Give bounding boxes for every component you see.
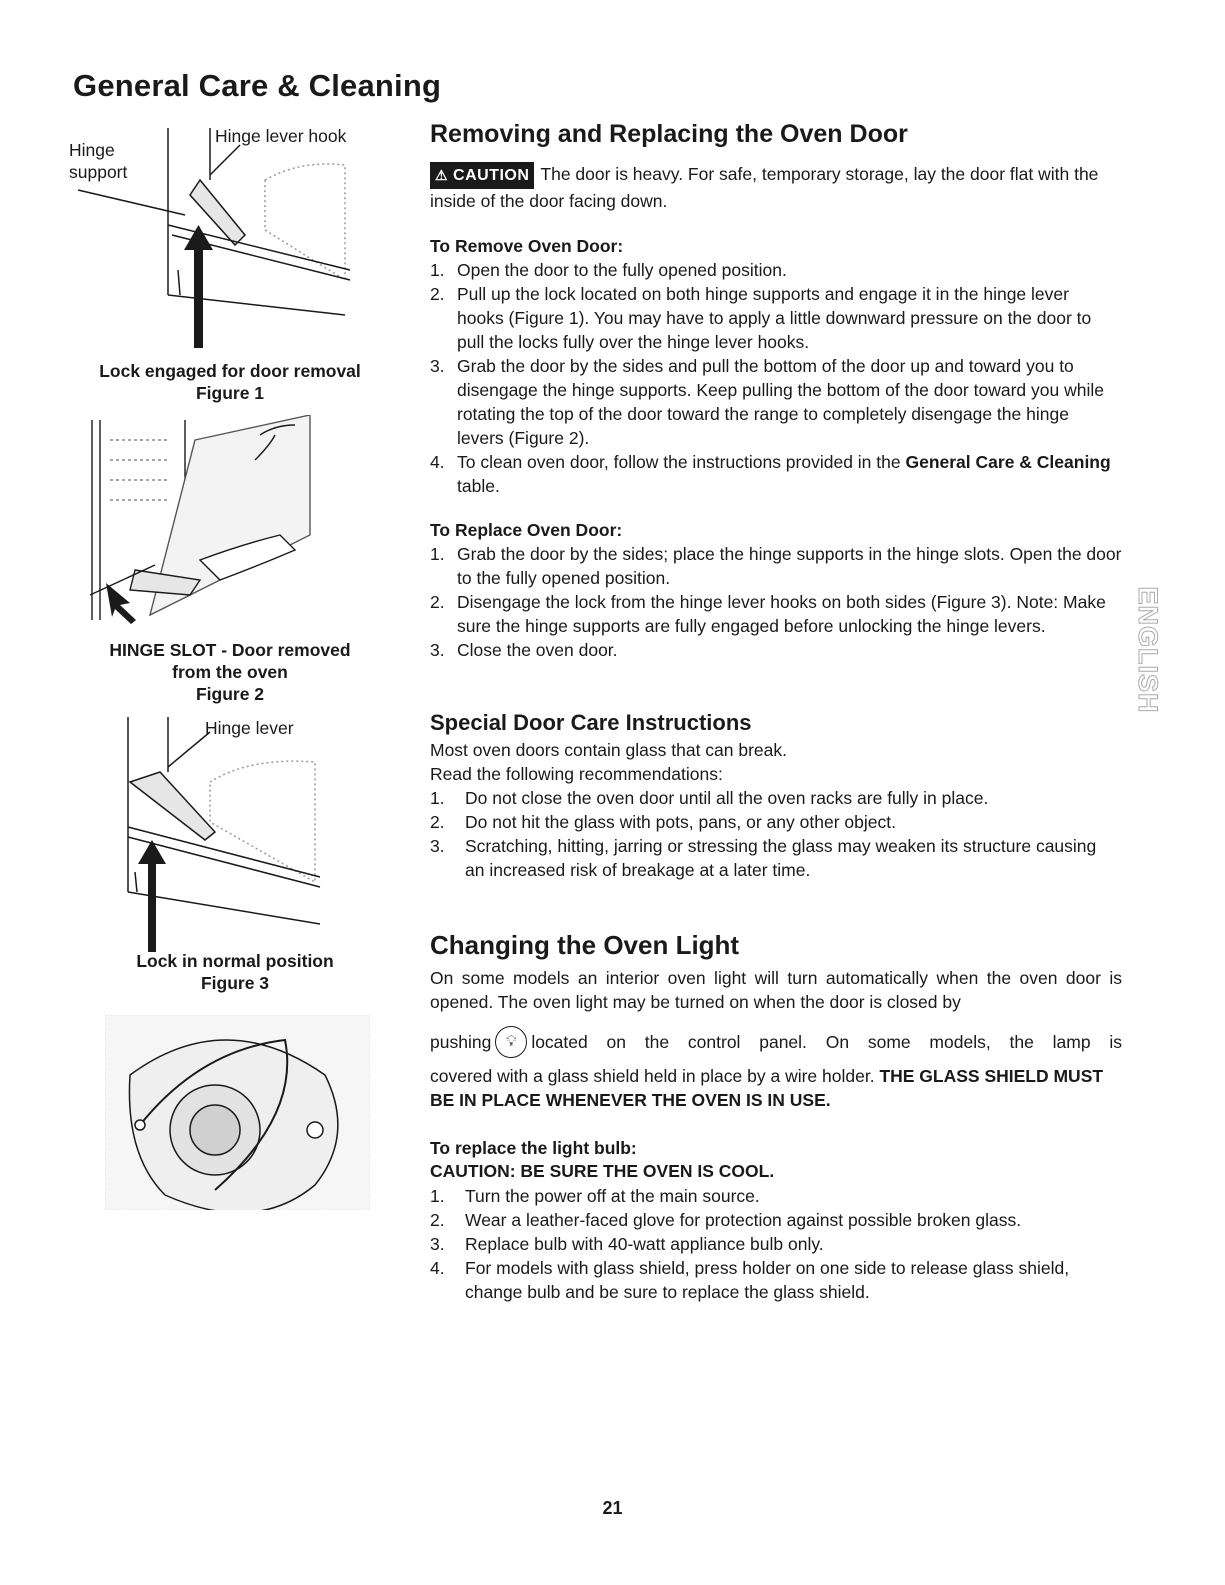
list-item: 2. Disengage the lock from the hinge lever hooks on both sides (Figure 3). Note: Make sure the hinge supports are fully engaged before unlocking the hinge levers. bbox=[430, 592, 1106, 636]
light-bulb-icon: 💡︎ bbox=[495, 1026, 527, 1058]
control-panel-text: located on the control panel. On some models, the lamp is bbox=[531, 1032, 1122, 1052]
list-item: 1. Open the door to the fully opened position. bbox=[430, 260, 787, 280]
list-item: 3. Close the oven door. bbox=[430, 640, 618, 660]
language-side-tab-label: ENGLISH bbox=[1133, 586, 1163, 714]
figure-1-number: Figure 1 bbox=[195, 383, 265, 403]
remove-step-4: To clean oven door, follow the instructions provided in the bbox=[457, 452, 901, 472]
special-intro-1: Most oven doors contain glass that can break. bbox=[430, 740, 788, 760]
list-item: 1. Turn the power off at the main source. bbox=[430, 1186, 760, 1206]
caution-text: The door is heavy. For safe, temporary storage, lay the door flat with the inside of the door facing down. bbox=[430, 164, 1099, 211]
door-removed-illustration bbox=[60, 415, 400, 635]
page-number: 21 bbox=[602, 1498, 623, 1518]
figure-1-caption bbox=[60, 360, 400, 404]
bulb-step-1: Turn the power off at the main source. bbox=[465, 1186, 760, 1206]
hinge-lock-engaged-illustration bbox=[60, 120, 400, 355]
oven-light-para3 bbox=[430, 1064, 1122, 1112]
list-item: 3. Scratching, hitting, jarring or stressing the glass may weaken its structure causing an increased risk of breakage at a later time. bbox=[430, 836, 1097, 880]
replace-bulb-heading: To replace the light bulb: bbox=[430, 1138, 637, 1158]
figure-3-caption bbox=[60, 950, 410, 994]
special-intro-2: Read the following recommendations: bbox=[430, 764, 723, 784]
glass-shield-warning: THE GLASS SHIELD MUST BE IN PLACE WHENEVER THE OVEN IS IN USE. bbox=[430, 1066, 1104, 1110]
list-item: 2. Do not hit the glass with pots, pans, or any other object. bbox=[430, 812, 896, 832]
oven-cool-caution: CAUTION: BE SURE THE OVEN IS COOL. bbox=[430, 1161, 775, 1181]
replace-door-heading: To Replace Oven Door: bbox=[430, 520, 623, 540]
figure-2-number: Figure 2 bbox=[195, 684, 265, 704]
hinge-support-label-line1: Hinge bbox=[69, 140, 115, 160]
remove-step-2: Pull up the lock located on both hinge supports and engage it in the hinge lever hooks (Figure 1). You may have to apply a little downward pressure on the door to pull the locks fully over the hinge lever hooks. bbox=[457, 284, 1092, 352]
oven-light-para1: On some models an interior oven light will turn automatically when the oven door is opened. The oven light may be turned on when the door is closed by bbox=[430, 968, 1122, 1012]
replace-step-1: Grab the door by the sides; place the hinge supports in the hinge slots. Open the door to the fully opened position. bbox=[457, 544, 1122, 588]
remove-door-steps bbox=[430, 258, 1120, 498]
remove-step-1: Open the door to the fully opened position. bbox=[457, 260, 787, 280]
figure-3 bbox=[60, 712, 400, 993]
caution-badge-label: CAUTION bbox=[453, 167, 530, 184]
list-item: 4. For models with glass shield, press holder on one side to release glass shield, change bulb and be sure to replace the glass shield. bbox=[430, 1258, 1070, 1302]
replace-door-steps bbox=[430, 542, 1130, 662]
caution-paragraph bbox=[430, 162, 1125, 213]
figure-1-caption-text: Lock engaged for door removal bbox=[99, 361, 361, 381]
hinge-lever-hook-label: Hinge lever hook bbox=[215, 126, 347, 146]
bulb-step-3: Replace bulb with 40-watt appliance bulb only. bbox=[465, 1234, 824, 1254]
hinge-lever-label: Hinge lever bbox=[205, 718, 294, 738]
special-care-intro bbox=[430, 738, 1120, 786]
list-item: 1. Grab the door by the sides; place the hinge supports in the hinge slots. Open the door to the fully opened position. bbox=[430, 544, 1122, 588]
page-title: General Care & Cleaning bbox=[73, 68, 442, 103]
glass-shield-text: covered with a glass shield held in place by a wire holder. bbox=[430, 1066, 875, 1086]
figure-3-number: Figure 3 bbox=[200, 973, 270, 993]
oven-light-shield-illustration bbox=[105, 1015, 370, 1210]
lock-normal-illustration bbox=[60, 712, 400, 952]
figure-3-caption-text: Lock in normal position bbox=[136, 951, 334, 971]
remove-step-3: Grab the door by the sides and pull the bottom of the door up and toward you to disengage the hinge supports. Keep pulling the bottom of the door toward you while rotating the top of the door toward the range to completely disengage the hinge levers (Figure 2). bbox=[457, 356, 1104, 448]
list-item: 2. Pull up the lock located on both hinge supports and engage it in the hinge lever hooks (Figure 1). You may have to apply a little downward pressure on the door to pull the locks fully over the hinge lever hooks. bbox=[430, 284, 1092, 352]
caution-badge bbox=[430, 162, 534, 189]
special-step-1: Do not close the oven door until all the oven racks are fully in place. bbox=[465, 788, 989, 808]
warning-triangle-icon: ⚠ bbox=[435, 167, 449, 183]
list-item: 1. Do not close the oven door until all the oven racks are fully in place. bbox=[430, 788, 989, 808]
figure-2-caption-line1: HINGE SLOT - Door removed bbox=[109, 640, 351, 660]
oven-light-title: Changing the Oven Light bbox=[430, 930, 740, 960]
remove-step-4-bold: General Care & Cleaning bbox=[905, 452, 1111, 472]
language-side-tab bbox=[1125, 580, 1163, 720]
remove-step-4-end: table. bbox=[457, 476, 500, 496]
hinge-support-label-line2: support bbox=[69, 162, 128, 182]
remove-door-heading: To Remove Oven Door: bbox=[430, 236, 624, 256]
replace-step-3: Close the oven door. bbox=[457, 640, 618, 660]
bulb-step-4: For models with glass shield, press holder on one side to release glass shield, change bulb and be sure to replace the glass shield. bbox=[465, 1258, 1070, 1302]
figure-1 bbox=[60, 120, 400, 403]
bulb-step-2: Wear a leather-faced glove for protection against possible broken glass. bbox=[465, 1210, 1022, 1230]
replace-bulb-steps bbox=[430, 1184, 1122, 1304]
pushing-text: pushing bbox=[430, 1032, 492, 1052]
list-item: 3. Grab the door by the sides and pull the bottom of the door up and toward you to disengage the hinge supports. Keep pulling the bottom of the door toward you while rotating the top of the door toward the range to completely disengage the hinge levers (Figure 2). bbox=[430, 356, 1104, 448]
figure-2-caption bbox=[60, 639, 400, 705]
figure-2 bbox=[60, 415, 400, 704]
special-care-title: Special Door Care Instructions bbox=[430, 710, 752, 735]
replace-step-2: Disengage the lock from the hinge lever hooks on both sides (Figure 3). Note: Make sure the hinge supports are fully engaged before unlocking the hinge levers. bbox=[457, 592, 1106, 636]
figure-2-caption-line2: from the oven bbox=[172, 662, 288, 682]
special-step-3: Scratching, hitting, jarring or stressing the glass may weaken its structure causing an increased risk of breakage at a later time. bbox=[465, 836, 1097, 880]
list-item: 3. Replace bulb with 40-watt appliance bulb only. bbox=[430, 1234, 824, 1254]
special-care-steps bbox=[430, 786, 1120, 882]
list-item: 2. Wear a leather-faced glove for protection against possible broken glass. bbox=[430, 1210, 1022, 1230]
special-step-2: Do not hit the glass with pots, pans, or any other object. bbox=[465, 812, 896, 832]
oven-light-para2 bbox=[430, 1026, 1122, 1058]
list-item: 4. To clean oven door, follow the instructions provided in the General Care & Cleaning table. bbox=[430, 452, 1111, 496]
removing-section-title: Removing and Replacing the Oven Door bbox=[430, 120, 908, 148]
